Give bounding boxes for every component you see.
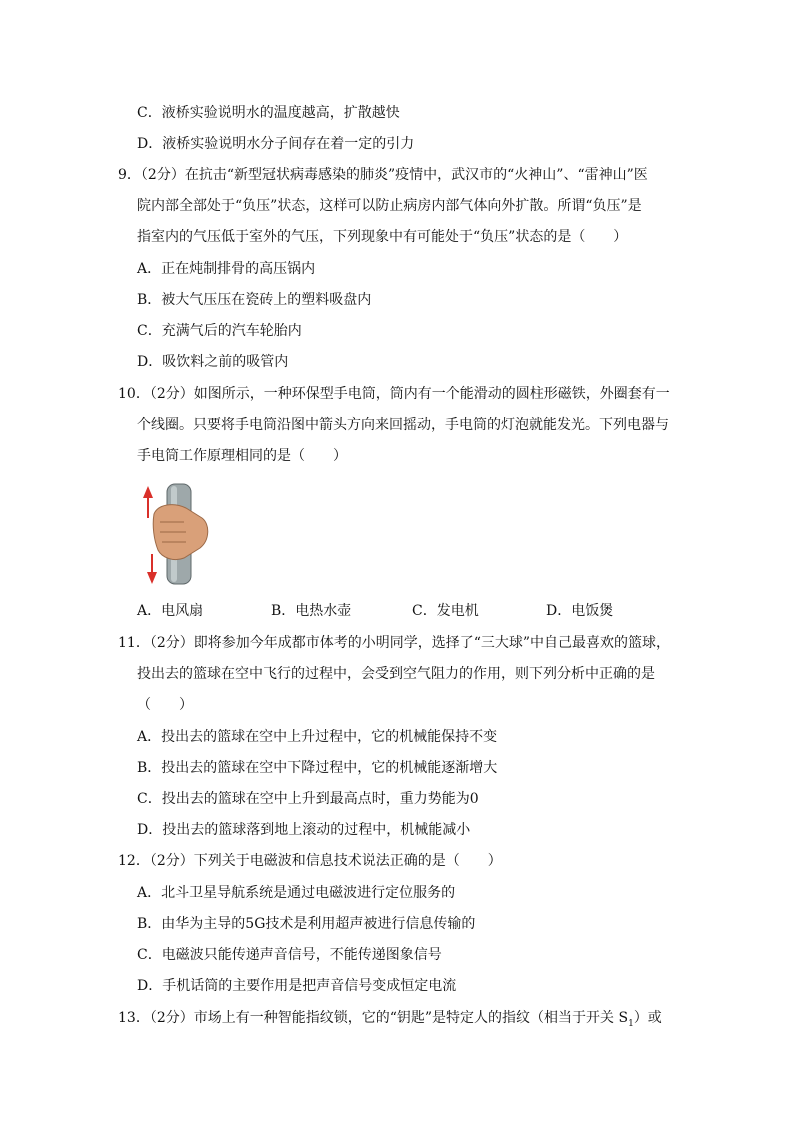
question-13-text: 13．（2分）市场上有一种智能指纹锁，它的“钥匙”是特定人的指纹（相当于开关 S	[118, 1010, 629, 1026]
question-13-text-end: ）或	[633, 1010, 662, 1026]
question-12-option-c: C．电磁波只能传递声音信号，不能传递图象信号	[137, 947, 442, 963]
question-9-stem: 9．（2分）在抗击“新型冠状病毒感染的肺炎”疫情中，武汉市的“火神山”、“雷神山”医	[118, 167, 648, 183]
question-11-option-d: D．投出去的篮球落到地上滚动的过程中，机械能减小	[137, 822, 471, 838]
question-11-stem: （ ）	[137, 697, 193, 713]
question-12-option-a: A．北斗卫星导航系统是通过电磁波进行定位服务的	[137, 885, 456, 901]
question-9-option-a: A．正在炖制排骨的高压锅内	[137, 261, 316, 277]
question-10-stem: 手电筒工作原理相同的是（ ）	[137, 448, 347, 464]
question-11-option-b: B．投出去的篮球在空中下降过程中，它的机械能逐渐增大	[137, 760, 498, 776]
question-11-option-a: A．投出去的篮球在空中上升过程中，它的机械能保持不变	[137, 729, 498, 745]
question-10-stem: 10．（2分）如图所示，一种环保型手电筒，筒内有一个能滑动的圆柱形磁铁，外圈套有一	[118, 386, 670, 402]
question-10-option-d: D．电饭煲	[546, 603, 614, 619]
question-12-stem: 12．（2分）下列关于电磁波和信息技术说法正确的是（ ）	[118, 853, 502, 869]
question-11-stem: 11．（2分）即将参加今年成都市体考的小明同学，选择了“三大球”中自己最喜欢的篮球，	[118, 635, 671, 651]
question-10-stem: 个线圈。只要将手电筒沿图中箭头方向来回摇动，手电筒的灯泡就能发光。下列电器与	[137, 417, 669, 433]
question-9-option-d: D．吸饮料之前的吸管内	[137, 354, 289, 370]
question-10-options	[137, 601, 657, 621]
question-9-option-b: B．被大气压压在瓷砖上的塑料吸盘内	[137, 292, 372, 308]
question-11-stem: 投出去的篮球在空中飞行的过程中，会受到空气阻力的作用，则下列分析中正确的是	[137, 666, 655, 682]
option-line: D．液桥实验说明水分子间存在着一定的引力	[137, 136, 415, 152]
question-11-option-c: C．投出去的篮球在空中上升到最高点时，重力势能为0	[137, 791, 479, 807]
question-9-option-c: C．充满气后的汽车轮胎内	[137, 323, 302, 339]
question-13-stem	[118, 1008, 662, 1034]
option-line: C．液桥实验说明水的温度越高，扩散越快	[137, 105, 400, 121]
question-10-option-a: A．电风扇	[137, 603, 204, 619]
question-10-option-c: C．发电机	[412, 603, 479, 619]
hand-shaking-flashlight-icon	[140, 474, 212, 589]
question-12-option-d: D．手机话筒的主要作用是把声音信号变成恒定电流	[137, 978, 457, 994]
switch-subscript: 1	[628, 1018, 634, 1029]
question-9-stem: 指室内的气压低于室外的气压，下列现象中有可能处于“负压”状态的是（ ）	[137, 229, 628, 245]
question-12-option-b: B．由华为主导的5G技术是利用超声被进行信息传输的	[137, 916, 476, 932]
flashlight-figure	[140, 474, 212, 589]
question-9-stem: 院内部全部处于“负压”状态，这样可以防止病房内部气体向外扩散。所谓“负压”是	[137, 198, 642, 214]
question-10-option-b: B．电热水壶	[271, 603, 352, 619]
